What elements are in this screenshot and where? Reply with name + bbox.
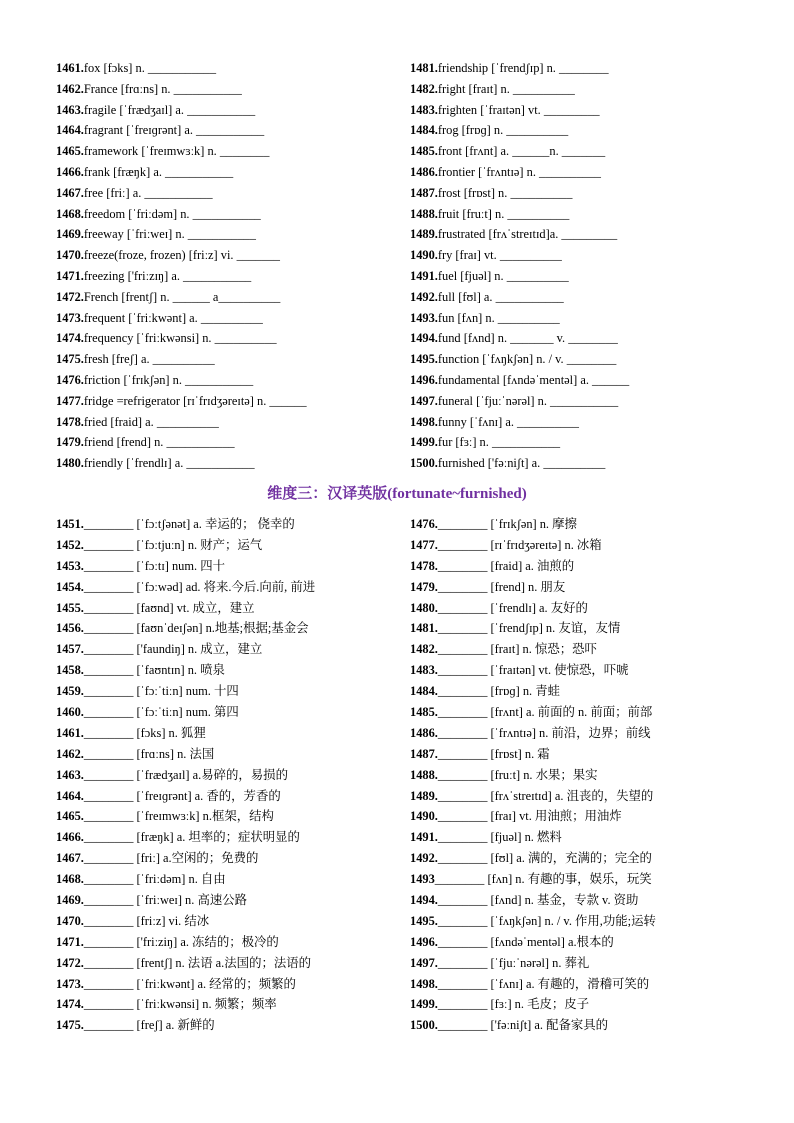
- entry-number: 1477.: [56, 393, 84, 408]
- entry-number: 1467.: [56, 851, 84, 866]
- vocab-entry: [410, 432, 629, 453]
- vocab-entry: [56, 370, 307, 391]
- entry-text: ________ [frentʃ] n. 法语 a.法国的；法语的: [83, 955, 312, 970]
- entry-number: 1455.: [56, 600, 84, 615]
- vocab-entry: [410, 974, 656, 995]
- entry-text: friend [frend] n. ___________: [83, 435, 235, 450]
- entry-number: 1462.: [56, 81, 84, 96]
- vocab-entry: [410, 308, 629, 329]
- entry-text: ________ [ˈfɔːˈtiːn] num. 第四: [83, 705, 239, 720]
- entry-number: 1476.: [410, 517, 438, 531]
- vocab-entry: [56, 618, 315, 639]
- entry-text: ________ [ˈfrɪkʃən] n. 摩擦: [437, 517, 577, 531]
- entry-text: ________ [fraɪt] n. 惊恐；恐吓: [437, 642, 597, 657]
- entry-text: free [friː] a. ___________: [83, 185, 213, 200]
- entry-text: ________ [ˈfʌŋkʃən] n. / v. 作用,功能;运转: [437, 913, 656, 928]
- vocab-entry: [410, 535, 656, 556]
- vocab-entry: [56, 953, 315, 974]
- entry-text: freedom [ˈfriːdəm] n. ___________: [83, 206, 261, 221]
- entry-number: 1489.: [410, 227, 438, 242]
- vocab-entry: [56, 287, 307, 308]
- vocab-entry: [56, 932, 315, 953]
- entry-text: fridge =refrigerator [rɪˈfrɪdʒəreɪtə] n. ______: [83, 393, 307, 408]
- entry-number: 1479.: [56, 435, 84, 450]
- entry-text: funny [ˈfʌnɪ] a. __________: [437, 414, 579, 429]
- entry-number: 1486.: [410, 725, 438, 740]
- entry-text: framework [ˈfreɪmwɜːk] n. ________: [83, 144, 270, 159]
- entry-text: ________ [frɒɡ] n. 青蛙: [437, 684, 560, 699]
- vocab-entry: [56, 660, 315, 681]
- bottom-left-column: [56, 514, 315, 1036]
- entry-number: 1490.: [410, 248, 438, 263]
- vocab-entry: [56, 974, 315, 995]
- entry-number: 1498.: [410, 976, 438, 991]
- vocab-entry: [56, 120, 307, 141]
- entry-number: 1482.: [410, 642, 438, 657]
- entry-number: 1472.: [56, 289, 84, 304]
- entry-text: ________ [fɜː] n. 毛皮；皮子: [437, 997, 590, 1012]
- entry-number: 1468.: [56, 206, 84, 221]
- vocab-entry: [56, 848, 315, 869]
- vocab-entry: [410, 120, 629, 141]
- vocab-entry: [56, 681, 315, 702]
- vocab-entry: [410, 723, 656, 744]
- vocab-entry: [56, 869, 315, 890]
- entry-number: 1462.: [56, 746, 84, 761]
- entry-number: 1473.: [56, 976, 84, 991]
- entry-text: fried [fraid] a. __________: [83, 414, 219, 429]
- entry-number: 1461.: [56, 725, 84, 740]
- entry-number: 1485.: [410, 144, 438, 159]
- entry-number: 1482.: [410, 81, 438, 96]
- vocab-entry: [410, 786, 656, 807]
- entry-number: 1487.: [410, 185, 438, 200]
- entry-text: fur [fɜː] n. ___________: [437, 435, 561, 450]
- vocab-entry: [56, 744, 315, 765]
- vocab-entry: [410, 224, 629, 245]
- entry-text: frequency [ˈfriːkwənsi] n. __________: [83, 331, 277, 346]
- vocab-entry: [410, 1015, 656, 1036]
- entry-text: ________ [ˈfriːkwənsi] n. 频繁；频率: [83, 997, 277, 1012]
- vocab-entry: [410, 639, 656, 660]
- vocab-entry: [410, 702, 656, 723]
- entry-text: ________ [frɒst] n. 霜: [437, 746, 550, 761]
- entry-text: frog [frɒɡ] n. __________: [437, 123, 569, 138]
- vocab-entry: [56, 183, 307, 204]
- vocab-entry: [56, 266, 307, 287]
- entry-number: 1500.: [410, 456, 438, 471]
- entry-number: 1459.: [56, 684, 84, 699]
- entry-number: 1479.: [410, 579, 438, 594]
- entry-text: ________ [frend] n. 朋友: [437, 579, 566, 594]
- entry-number: 1492.: [410, 851, 438, 866]
- vocab-entry: [410, 598, 656, 619]
- entry-text: France [frɑːns] n. ___________: [83, 81, 242, 96]
- vocab-entry: [410, 204, 629, 225]
- vocab-entry: [56, 453, 307, 474]
- vocab-entry: [410, 744, 656, 765]
- entry-text: ________ [ˈfriːweɪ] n. 高速公路: [83, 893, 248, 908]
- vocab-entry: [56, 577, 315, 598]
- vocab-entry: [56, 786, 315, 807]
- entry-text: full [fʊl] a. ___________: [437, 289, 564, 304]
- entry-text: frequent [ˈfriːkwənt] a. __________: [83, 310, 263, 325]
- entry-text: furnished ['fəːniʃt] a. __________: [437, 456, 606, 471]
- vocab-entry: [56, 308, 307, 329]
- entry-text: ________ [ˈfjuːˈnərəl] n. 葬礼: [437, 955, 590, 970]
- vocab-entry: [410, 827, 656, 848]
- entry-number: 1475.: [56, 352, 84, 367]
- vocab-entry: [56, 639, 315, 660]
- vocab-entry: [410, 453, 629, 474]
- entry-text: fruit [fruːt] n. __________: [437, 206, 570, 221]
- entry-number: 1471.: [56, 934, 84, 949]
- vocab-entry: [410, 890, 656, 911]
- entry-text: frost [frɒst] n. __________: [437, 185, 573, 200]
- entry-text: ________ [friː] a.空闲的；免费的: [83, 851, 259, 866]
- entry-text: friendly [ˈfrendlɪ] a. ___________: [83, 456, 255, 471]
- vocab-entry: [410, 806, 656, 827]
- entry-number: 1457.: [56, 642, 84, 657]
- vocab-entry: [410, 514, 656, 535]
- entry-number: 1452.: [56, 537, 84, 552]
- entry-number: 1464.: [56, 123, 84, 138]
- vocab-entry: [410, 245, 629, 266]
- vocab-entry: [56, 890, 315, 911]
- entry-number: 1466.: [56, 164, 84, 179]
- entry-number: 1500.: [410, 1018, 438, 1033]
- entry-text: funeral [ˈfjuːˈnərəl] n. ___________: [437, 393, 619, 408]
- entry-text: fright [fraɪt] n. __________: [437, 81, 575, 96]
- entry-text: ________ ['faundiŋ] n. 成立，建立: [83, 642, 263, 657]
- entry-text: ________ [fruːt] n. 水果；果实: [437, 767, 598, 782]
- vocab-entry: [56, 245, 307, 266]
- entry-number: 1480.: [56, 456, 84, 471]
- entry-text: ________ [frʌˈstreɪtɪd] a. 沮丧的，失望的: [437, 788, 654, 803]
- vocab-entry: [56, 162, 307, 183]
- entry-number: 1465.: [56, 809, 84, 824]
- entry-text: ________ [ˈfrendʃɪp] n. 友谊，友情: [437, 621, 621, 636]
- entry-text: fry [fraɪ] vt. __________: [437, 248, 562, 263]
- vocab-entry: [410, 266, 629, 287]
- entry-number: 1472.: [56, 955, 84, 970]
- entry-number: 1469.: [56, 227, 84, 242]
- entry-text: ________ [faʊnd] vt. 成立，建立: [83, 600, 255, 615]
- entry-text: frustrated [frʌˈstreɪtɪd]a. _________: [437, 227, 618, 242]
- entry-number: 1471.: [56, 268, 84, 283]
- vocab-entry: [56, 1015, 315, 1036]
- entry-text: frank [fræŋk] a. ___________: [83, 164, 234, 179]
- entry-text: ________ [fraɪ] vt. 用油煎；用油炸: [437, 809, 622, 824]
- vocab-entry: [56, 994, 315, 1015]
- entry-number: 1466.: [56, 830, 84, 845]
- entry-text: ________ [ˈfraɪtən] vt. 使惊恐，吓唬: [437, 663, 629, 678]
- section-title-range: (fortunate~furnished): [387, 486, 527, 502]
- section-title-cn: 维度三：汉译英版: [267, 484, 388, 502]
- entry-number: 1484.: [410, 123, 438, 138]
- entry-number: 1488.: [410, 767, 438, 782]
- vocab-entry: [56, 100, 307, 121]
- entry-text: ________ [fʌnd] n. 基金，专款 v. 资助: [437, 893, 639, 908]
- entry-text: fun [fʌn] n. __________: [437, 310, 560, 325]
- vocab-entry: [410, 287, 629, 308]
- vocab-entry: [410, 953, 656, 974]
- entry-number: 1492.: [410, 289, 438, 304]
- entry-text: ________ [ˈfɔːtʃənət] a. 幸运的； 侥幸的: [83, 517, 295, 531]
- vocab-entry: [56, 141, 307, 162]
- entry-number: 1456.: [56, 621, 84, 636]
- entry-number: 1464.: [56, 788, 84, 803]
- entry-text: fundamental [fʌndəˈmentəl] a. ______: [437, 372, 630, 387]
- entry-text: ________ [ˈfriːkwənt] a. 经常的；频繁的: [83, 976, 296, 991]
- vocab-entry: [410, 183, 629, 204]
- entry-number: 1470.: [56, 913, 84, 928]
- vocab-entry: [410, 660, 656, 681]
- vocab-entry: [410, 100, 629, 121]
- entry-number: 1477.: [410, 537, 438, 552]
- entry-text: ________ [ˈfreɪɡrənt] a. 香的，芳香的: [83, 788, 281, 803]
- entry-text: fox [fɔks] n. ___________: [83, 61, 217, 75]
- entry-text: freezing ['friːzɪŋ] a. ___________: [83, 268, 252, 283]
- entry-text: ________ [fʌn] n. 有趣的事，娱乐，玩笑: [434, 872, 652, 887]
- vocab-entry: [56, 827, 315, 848]
- vocab-entry: [56, 806, 315, 827]
- vocab-entry: [56, 765, 315, 786]
- entry-number: 1493.: [410, 310, 438, 325]
- entry-number: 1483.: [410, 102, 438, 117]
- entry-number: 1498.: [410, 414, 438, 429]
- vocab-entry: [56, 702, 315, 723]
- entry-text: freeze(froze, frozen) [friːz] vi. _______: [83, 248, 280, 263]
- vocab-entry: [56, 204, 307, 225]
- entry-number: 1499.: [410, 997, 438, 1012]
- entry-text: ________ [fræŋk] a. 坦率的；症状明显的: [83, 830, 300, 845]
- entry-text: ________ [fjuəl] n. 燃料: [437, 830, 562, 845]
- entry-text: ________ [fʌndəˈmentəl] a.根本的: [437, 934, 614, 949]
- vocab-entry: [56, 391, 307, 412]
- entry-number: 1451.: [56, 517, 84, 531]
- vocab-entry: [56, 412, 307, 433]
- entry-text: ________ [fʊl] a. 满的，充满的；完全的: [437, 851, 652, 866]
- entry-text: ________ [frʌnt] a. 前面的 n. 前面；前部: [437, 705, 653, 720]
- vocab-entry: [56, 328, 307, 349]
- vocab-entry: [410, 79, 629, 100]
- entry-text: ________ [ˈfaʊntɪn] n. 喷泉: [83, 663, 225, 678]
- top-right-column: [410, 58, 629, 474]
- entry-number: 1478.: [410, 558, 438, 573]
- entry-number: 1460.: [56, 705, 84, 720]
- entry-number: 1470.: [56, 248, 84, 263]
- vocab-entry: [410, 994, 656, 1015]
- entry-text: ________ [ˈfʌnɪ] a. 有趣的，滑稽可笑的: [437, 976, 650, 991]
- entry-number: 1488.: [410, 206, 438, 221]
- entry-number: 1467.: [56, 185, 84, 200]
- entry-number: 1486.: [410, 164, 438, 179]
- entry-number: 1497.: [410, 955, 438, 970]
- vocab-entry: [56, 598, 315, 619]
- vocab-entry: [410, 328, 629, 349]
- entry-number: 1494.: [410, 893, 438, 908]
- entry-text: frontier [ˈfrʌntɪə] n. __________: [437, 164, 601, 179]
- vocab-entry: [410, 869, 656, 890]
- entry-text: ________ [fraid] a. 油煎的: [437, 558, 575, 573]
- entry-text: ________ [ˈfrædʒaɪl] a.易碎的，易损的: [83, 767, 288, 782]
- vocab-entry: [56, 535, 315, 556]
- entry-number: 1496.: [410, 372, 438, 387]
- vocab-entry: [56, 514, 315, 535]
- entry-number: 1463.: [56, 767, 84, 782]
- section-title: [0, 482, 794, 503]
- entry-text: ________ ['friːziŋ] a. 冻结的；极冷的: [83, 934, 279, 949]
- entry-text: friendship [ˈfrendʃɪp] n. ________: [437, 61, 609, 75]
- top-left-column: [56, 58, 307, 474]
- entry-number: 1463.: [56, 102, 84, 117]
- bottom-right-column: [410, 514, 656, 1036]
- entry-number: 1454.: [56, 579, 84, 594]
- entry-text: ________ [frɑːns] n. 法国: [83, 746, 215, 761]
- entry-number: 1480.: [410, 600, 438, 615]
- entry-text: ________ [ˈfreɪmwɜːk] n.框架，结构: [83, 809, 274, 824]
- entry-number: 1476.: [56, 372, 84, 387]
- vocab-entry: [410, 162, 629, 183]
- vocab-entry: [410, 577, 656, 598]
- vocab-entry: [410, 370, 629, 391]
- entry-text: ________ [freʃ] a. 新鲜的: [83, 1018, 215, 1033]
- entry-number: 1496.: [410, 934, 438, 949]
- vocab-entry: [410, 681, 656, 702]
- entry-number: 1491.: [410, 268, 438, 283]
- entry-number: 1474.: [56, 997, 84, 1012]
- entry-text: ________ [rɪˈfrɪdʒəreɪtə] n. 冰箱: [437, 537, 602, 552]
- entry-text: ________ [ˈfɔːtɪ] num. 四十: [83, 558, 225, 573]
- entry-text: freeway [ˈfriːweɪ] n. ___________: [83, 227, 256, 242]
- entry-number: 1497.: [410, 393, 438, 408]
- vocab-entry: [410, 848, 656, 869]
- vocab-entry: [56, 58, 307, 79]
- entry-text: French [frentʃ] n. ______ a__________: [83, 289, 281, 304]
- entry-number: 1481.: [410, 61, 438, 75]
- vocab-entry: [410, 765, 656, 786]
- entry-text: frighten [ˈfraɪtən] vt. _________: [437, 102, 600, 117]
- entry-number: 1468.: [56, 872, 84, 887]
- entry-number: 1473.: [56, 310, 84, 325]
- entry-number: 1485.: [410, 705, 438, 720]
- vocab-entry: [56, 556, 315, 577]
- vocab-entry: [56, 349, 307, 370]
- entry-text: fragile [ˈfrædʒaɪl] a. ___________: [83, 102, 256, 117]
- entry-number: 1481.: [410, 621, 438, 636]
- entry-number: 1489.: [410, 788, 438, 803]
- vocab-entry: [410, 141, 629, 162]
- entry-text: ________ [ˈfriːdəm] n. 自由: [83, 872, 226, 887]
- entry-number: 1458.: [56, 663, 84, 678]
- vocab-entry: [410, 932, 656, 953]
- entry-number: 1490.: [410, 809, 438, 824]
- entry-text: function [ˈfʌŋkʃən] n. / v. ________: [437, 352, 617, 367]
- entry-number: 1461.: [56, 61, 84, 75]
- entry-number: 1493: [410, 872, 435, 887]
- entry-text: fund [fʌnd] n. _______ v. ________: [437, 331, 618, 346]
- entry-number: 1494.: [410, 331, 438, 346]
- entry-number: 1495.: [410, 913, 438, 928]
- vocab-entry: [56, 723, 315, 744]
- entry-number: 1453.: [56, 558, 84, 573]
- vocab-entry: [56, 79, 307, 100]
- vocab-entry: [56, 911, 315, 932]
- entry-text: fragrant [ˈfreɪɡrənt] a. ___________: [83, 123, 265, 138]
- vocab-entry: [410, 556, 656, 577]
- entry-number: 1484.: [410, 684, 438, 699]
- vocab-entry: [410, 618, 656, 639]
- vocab-entry: [410, 911, 656, 932]
- entry-text: fuel [fjuəl] n. __________: [437, 268, 569, 283]
- entry-text: ________ [ˈfrʌntɪə] n. 前沿，边界；前线: [437, 725, 651, 740]
- entry-number: 1474.: [56, 331, 84, 346]
- vocab-entry: [56, 432, 307, 453]
- vocab-entry: [56, 224, 307, 245]
- entry-number: 1478.: [56, 414, 84, 429]
- entry-text: ________ [fɔks] n. 狐狸: [83, 725, 206, 740]
- entry-text: ________ [ˈfrendlɪ] a. 友好的: [437, 600, 588, 615]
- entry-number: 1499.: [410, 435, 438, 450]
- entry-number: 1469.: [56, 893, 84, 908]
- entry-text: ________ [faʊnˈdeɪʃən] n.地基;根据;基金会: [83, 621, 309, 636]
- entry-number: 1475.: [56, 1018, 84, 1033]
- vocab-entry: [410, 58, 629, 79]
- vocab-entry: [410, 412, 629, 433]
- vocab-entry: [410, 391, 629, 412]
- entry-text: ________ [friːz] vi. 结冰: [83, 913, 210, 928]
- entry-text: fresh [freʃ] a. __________: [83, 352, 215, 367]
- entry-number: 1465.: [56, 144, 84, 159]
- entry-text: ________ [ˈfɔːtjuːn] n. 财产；运气: [83, 537, 263, 552]
- entry-text: ________ [ˈfɔːˈtiːn] num. 十四: [83, 684, 239, 699]
- entry-text: friction [ˈfrɪkʃən] n. ___________: [83, 372, 254, 387]
- entry-text: ________ [ˈfɔːwəd] ad. 将来.今后.向前, 前进: [83, 579, 316, 594]
- entry-number: 1487.: [410, 746, 438, 761]
- entry-text: ________ ['fəːniʃt] a. 配备家具的: [437, 1018, 609, 1033]
- entry-number: 1483.: [410, 663, 438, 678]
- entry-number: 1491.: [410, 830, 438, 845]
- entry-number: 1495.: [410, 352, 438, 367]
- vocab-entry: [410, 349, 629, 370]
- entry-text: front [frʌnt] a. ______n. _______: [437, 144, 606, 159]
